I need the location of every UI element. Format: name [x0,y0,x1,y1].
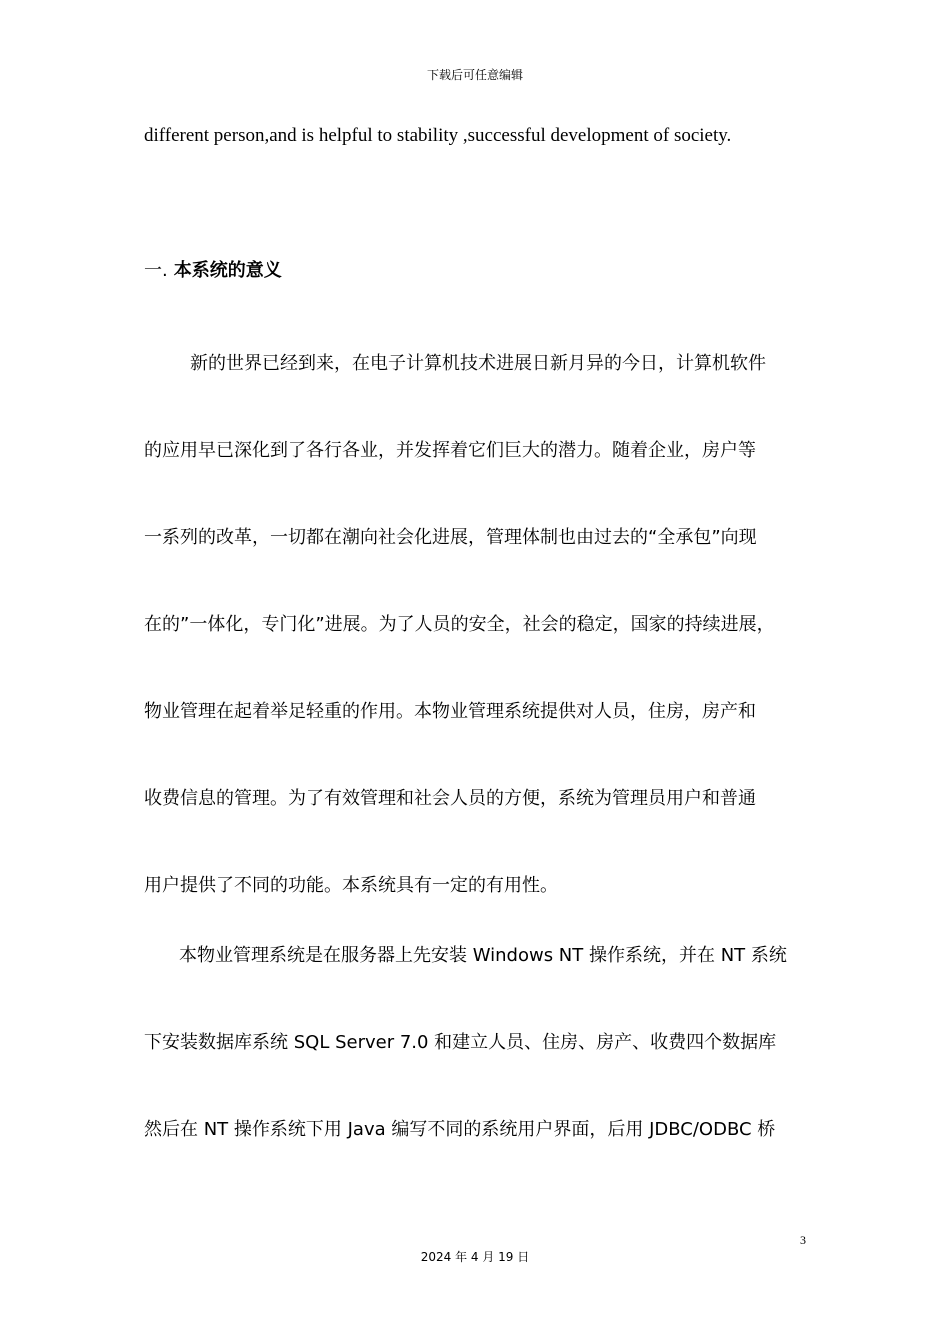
footer-date: 2024 年 4 月 19 日 [420,1250,530,1264]
paragraph-line: 新的世界已经到来，在电子计算机技术进展日新月异的今日，计算机软件 [190,353,766,374]
paragraph-line: 用户提供了不同的功能。本系统具有一定的有用性。 [144,875,558,896]
paragraph-line: 收费信息的管理。为了有效管理和社会人员的方便，系统为管理员用户和普通 [144,788,756,809]
section-title: 本系统的意义 [173,260,282,281]
intro-line: different person,and is helpful to stability ,successful development of society. [144,125,732,146]
paragraph-line: 在的”一体化，专门化”进展。为了人员的安全，社会的稳定，国家的持续进展， [144,614,775,635]
page-number: 3 [800,1233,806,1247]
paragraph-line: 物业管理在起着举足轻重的作用。本物业管理系统提供对人员，住房，房产和 [144,701,756,722]
paragraph-line: 然后在 NT 操作系统下用 Java 编写不同的系统用户界面，后用 JDBC/ODBC 桥 [144,1119,776,1140]
paragraph-line: 下安装数据库系统 SQL Server 7.0 和建立人员、住房、房产、收费四个数据库 [144,1032,777,1053]
page-header: 下载后可任意编辑 [426,68,523,82]
paragraph-line: 本物业管理系统是在服务器上先安装 Windows NT 操作系统，并在 NT 系统 [179,945,787,966]
section-heading [144,256,282,282]
paragraph-line: 一系列的改革，一切都在潮向社会化进展，管理体制也由过去的“全承包”向现 [144,527,757,548]
paragraph-line: 的应用早已深化到了各行各业，并发挥着它们巨大的潜力。随着企业，房户等 [144,440,756,461]
section-number: 一. [144,260,168,281]
